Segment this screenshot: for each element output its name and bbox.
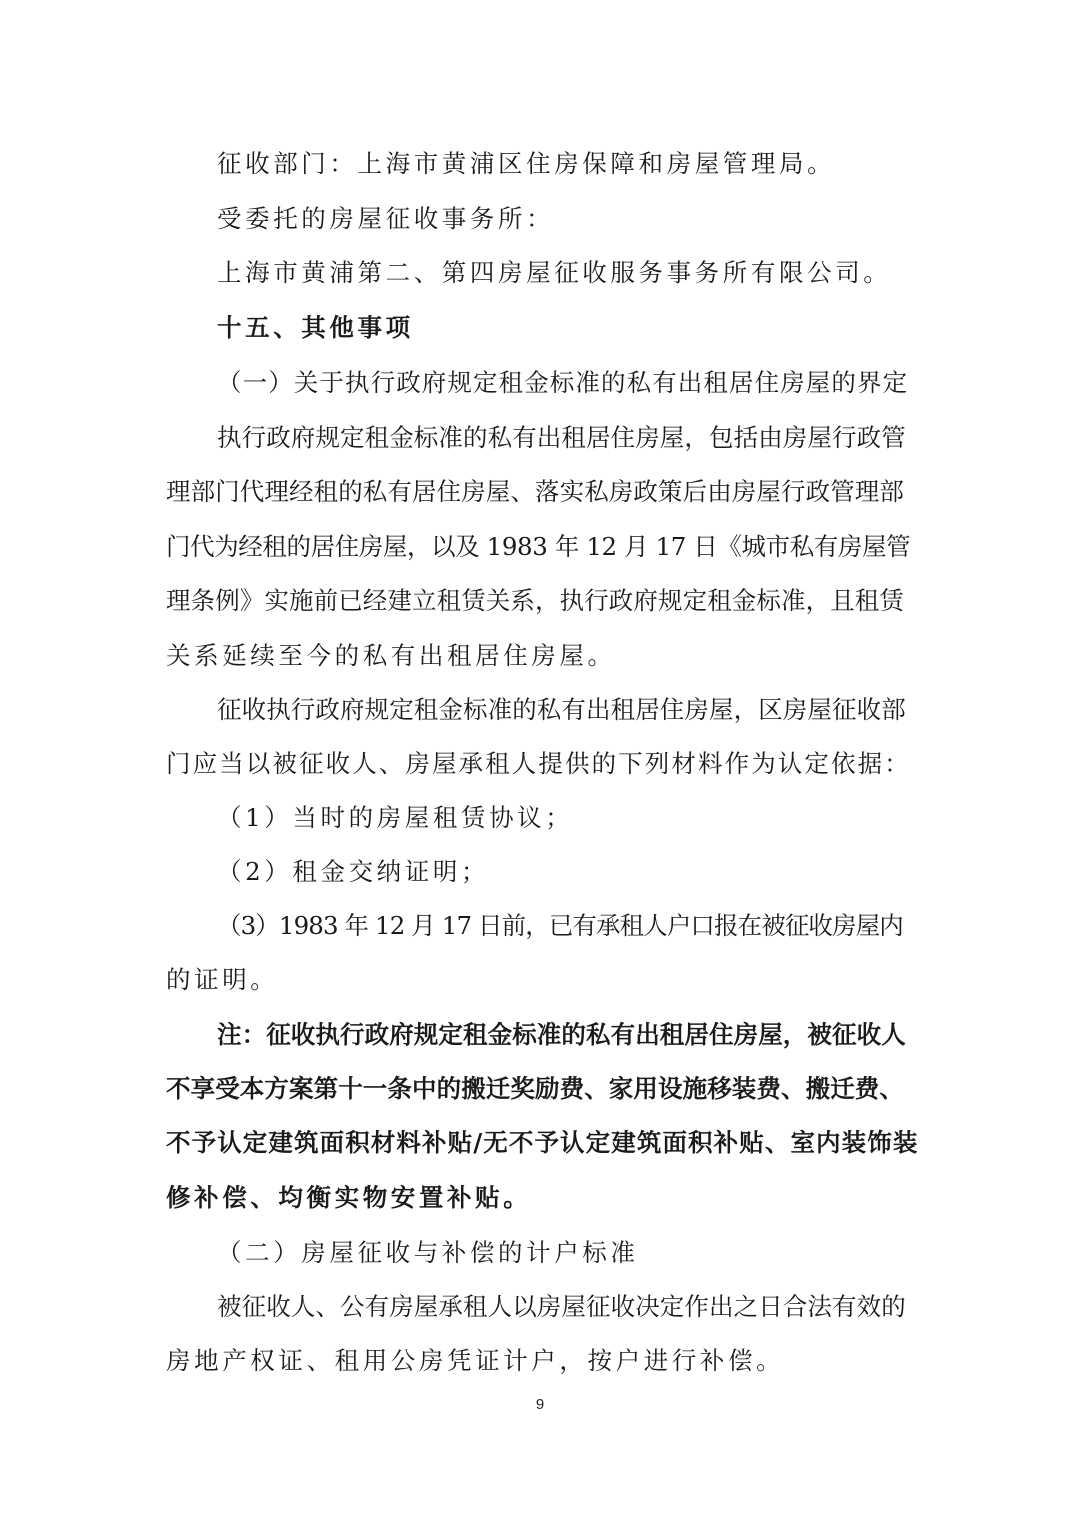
subsection-heading-1: （一）关于执行政府规定租金标准的私有出租居住房屋的界定 [217, 368, 909, 397]
firm-name: 上海市黄浦第二、第四房屋征收服务事务所有限公司。 [217, 258, 892, 287]
paragraph-2-line: 征收执行政府规定租金标准的私有出租居住房屋，区房屋征收部 [217, 695, 906, 724]
paragraph-1-line: 关系延续至今的私有出租居住房屋。 [166, 641, 616, 670]
subsection-heading-2: （二）房屋征收与补偿的计户标准 [217, 1238, 639, 1267]
list-item: （2）租金交纳证明； [217, 857, 490, 886]
list-item: （1）当时的房屋租赁协议； [217, 803, 574, 832]
paragraph-1-line: 门代为经租的居住房屋，以及 1983 年 12 月 17 日《城市私有房屋管 [166, 532, 911, 561]
page-number: 9 [535, 1396, 545, 1413]
note-line: 不享受本方案第十一条中的搬迁奖励费、家用设施移装费、搬迁费、 [166, 1074, 904, 1103]
agency-line: 征收部门：上海市黄浦区住房保障和房屋管理局。 [217, 149, 836, 178]
note-line: 注：征收执行政府规定租金标准的私有出租居住房屋，被征收人 [217, 1020, 906, 1049]
list-item: （3）1983 年 12 月 17 日前，已有承租人户口报在被征收房屋内 [217, 911, 903, 940]
paragraph-3-line: 被征收人、公有房屋承租人以房屋征收决定作出之日合法有效的 [217, 1292, 906, 1321]
list-item-continuation: 的证明。 [166, 965, 279, 994]
firm-label: 受委托的房屋征收事务所： [217, 204, 555, 233]
note-line: 不予认定建筑面积材料补贴/无不予认定建筑面积补贴、室内装饰装 [166, 1128, 919, 1157]
paragraph-3-line: 房地产权证、租用公房凭证计户，按户进行补偿。 [166, 1346, 785, 1375]
paragraph-1-line: 理部门代理经租的私有居住房屋、落实私房政策后由房屋行政管理部 [166, 477, 904, 506]
note-line: 修补偿、均衡实物安置补贴。 [166, 1183, 532, 1212]
paragraph-1-line: 执行政府规定租金标准的私有出租居住房屋，包括由房屋行政管 [217, 423, 906, 452]
paragraph-1-line: 理条例》实施前已经建立租赁关系，执行政府规定租金标准，且租赁 [166, 586, 904, 615]
paragraph-2-line: 门应当以被征收人、房屋承租人提供的下列材料作为认定依据： [166, 749, 911, 778]
section-heading: 十五、其他事项 [217, 313, 414, 342]
